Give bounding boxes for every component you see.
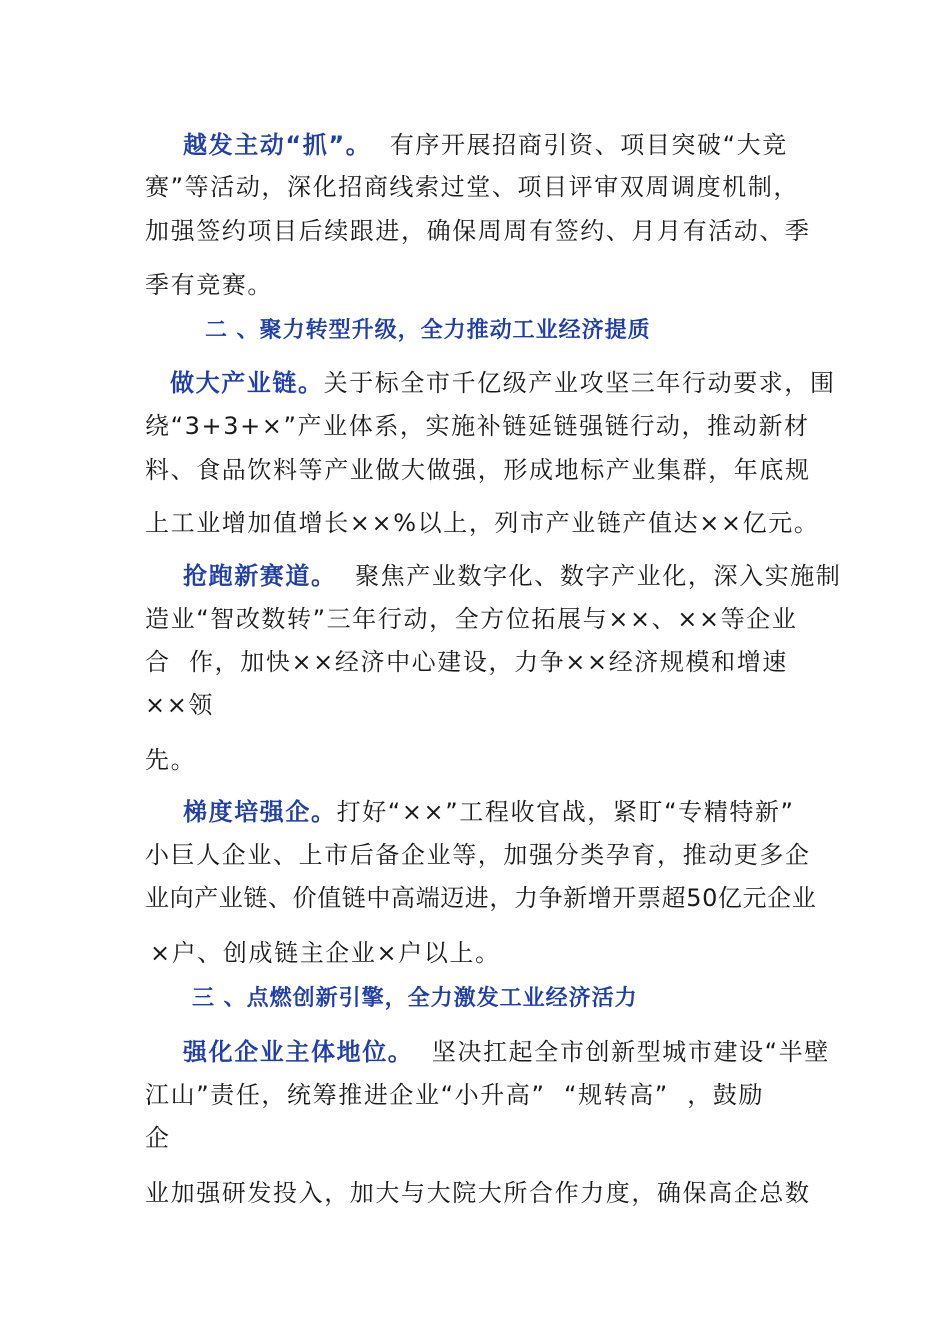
paragraph-5-line-3: 企 bbox=[145, 1124, 171, 1152]
paragraph-5-line-2: 江山”责任，统筹推进企业“小升高” “规转高” ，鼓励 bbox=[145, 1081, 765, 1109]
paragraph-2-text: 关于标全市千亿级产业攻坚三年行动要求，围 bbox=[323, 369, 836, 397]
paragraph-2-line-2: 绕“3+3+×”产业体系，实施补链延链强链行动，推动新材 bbox=[145, 412, 810, 440]
paragraph-4-line-3: 业向产业链、价值链中高端迈进，力争新增开票超50亿元企业 bbox=[145, 884, 817, 912]
paragraph-1-line-2: 赛”等活动，深化招商线索过堂、项目评审双周调度机制， bbox=[145, 173, 800, 201]
paragraph-3-lead: 抢跑新赛道。 bbox=[183, 562, 337, 590]
paragraph-4-line-2: 小巨人企业、上市后备企业等，加强分类孕育，推动更多企 bbox=[145, 841, 811, 869]
paragraph-1-text: 有序开展招商引资、项目突破“大竞 bbox=[371, 131, 788, 159]
paragraph-4-line-1 bbox=[183, 797, 795, 827]
paragraph-2-line-1 bbox=[170, 368, 836, 398]
paragraph-3-line-3: 合 作，加快××经济中心建设，力争××经济规模和增速 bbox=[145, 648, 788, 676]
paragraph-1-line-4: 季有竞赛。 bbox=[145, 271, 273, 299]
paragraph-4-lead: 梯度培强企。 bbox=[183, 798, 337, 826]
paragraph-2-line-3: 料、食品饮料等产业做大做强，形成地标产业集群，年底规 bbox=[145, 456, 811, 484]
paragraph-1-line-1 bbox=[183, 130, 788, 160]
paragraph-4-text: 打好“××”工程收官战，紧盯“专精特新” bbox=[336, 798, 795, 826]
paragraph-3-text: 聚焦产业数字化、数字产业化，深入实施制 bbox=[336, 562, 842, 590]
paragraph-3-line-1 bbox=[183, 561, 841, 591]
paragraph-5-text: 坚决扛起全市创新型城市建设“半壁 bbox=[413, 1038, 830, 1066]
paragraph-5-line-1 bbox=[183, 1037, 830, 1067]
paragraph-1-lead: 越发主动“抓”。 bbox=[183, 131, 372, 159]
section-heading-2: 二 、聚力转型升级，全力推动工业经济提质 bbox=[205, 318, 651, 343]
paragraph-5-line-4: 业加强研发投入，加大与大院大所合作力度，确保高企总数 bbox=[145, 1179, 811, 1207]
paragraph-3-line-5: 先。 bbox=[145, 746, 197, 774]
paragraph-2-line-4: 上工业增加值增长××%以上，列市产业链产值达××亿元。 bbox=[145, 509, 820, 537]
paragraph-3-line-4: ××领 bbox=[145, 691, 215, 719]
paragraph-5-lead: 强化企业主体地位。 bbox=[183, 1038, 414, 1066]
paragraph-2-lead: 做大产业链。 bbox=[170, 369, 324, 397]
section-heading-3: 三 、点燃创新引擎，全力激发工业经济活力 bbox=[192, 986, 638, 1011]
paragraph-3-line-2: 造业“智改数转”三年行动，全方位拓展与××、××等企业 bbox=[145, 605, 798, 633]
paragraph-4-line-4: ×户、创成链主企业×户以上。 bbox=[150, 939, 501, 967]
paragraph-1-line-3: 加强签约项目后续跟进，确保周周有签约、月月有活动、季 bbox=[145, 217, 811, 245]
